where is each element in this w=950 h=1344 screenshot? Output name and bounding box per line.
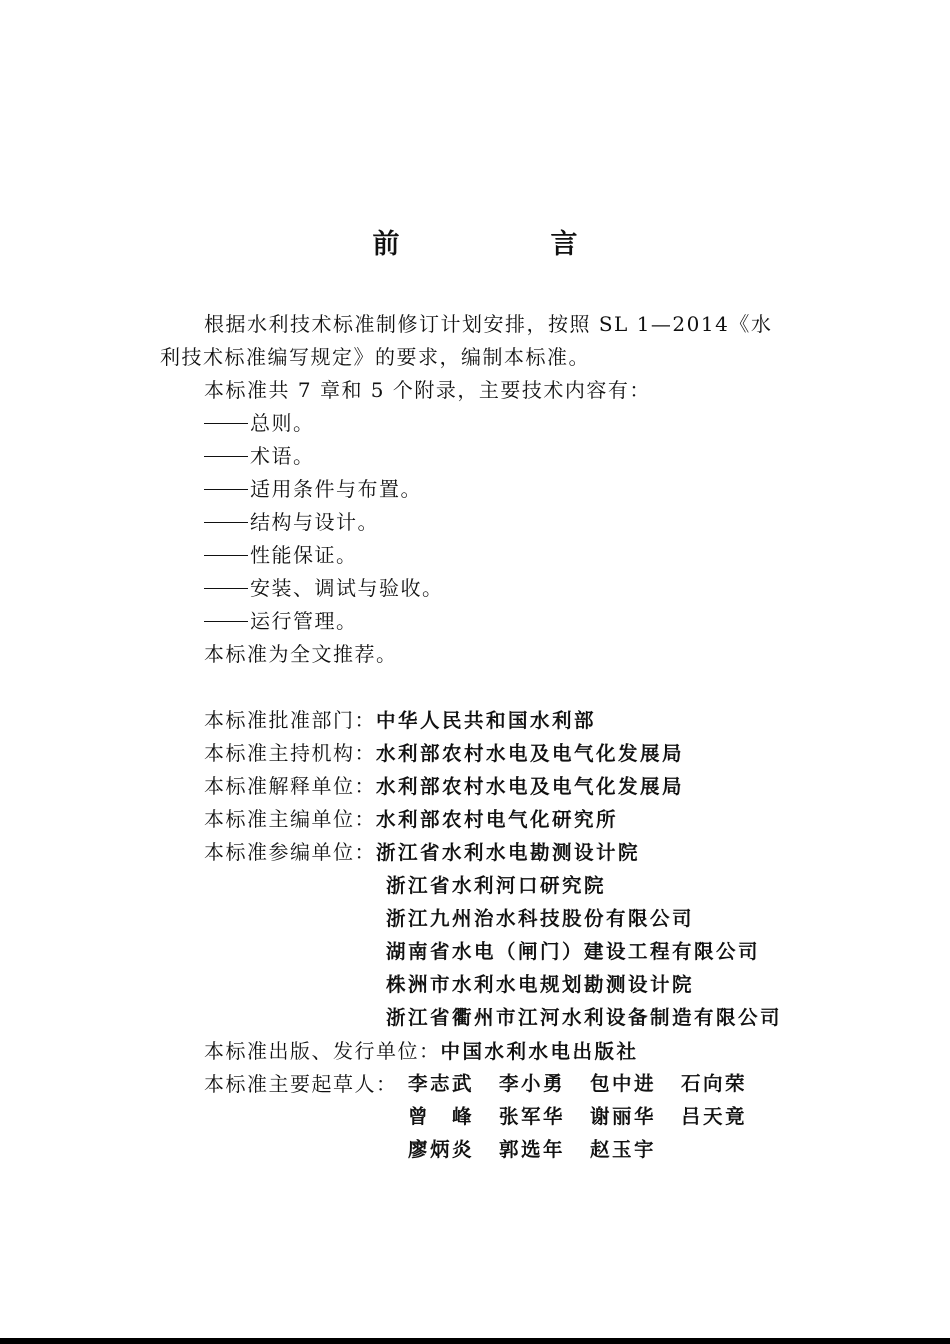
content-item: 术语。: [204, 444, 315, 468]
drafter-name: 谢丽华: [590, 1105, 657, 1128]
participating-unit: 浙江省衢州市江河水利设备制造有限公司: [386, 1006, 783, 1029]
approval-label: 本标准批准部门：: [204, 708, 376, 732]
content-item: 总则。: [204, 411, 315, 435]
dash-mark: [204, 522, 248, 523]
content-item: 安装、调试与验收。: [204, 576, 444, 600]
drafter-name: 石向荣: [681, 1072, 748, 1095]
approval-value: 中华人民共和国水利部: [376, 709, 597, 732]
host-value: 水利部农村水电及电气化发展局: [376, 742, 685, 765]
drafters-row: [408, 1105, 772, 1129]
content-item: 结构与设计。: [204, 510, 379, 534]
bottom-edge-rule: [0, 1338, 950, 1344]
publisher-row: [204, 1039, 639, 1064]
dash-mark: [204, 555, 248, 556]
content-item: 性能保证。: [204, 543, 358, 567]
dash-mark: [204, 621, 248, 622]
participating-unit: 浙江省水利水电勘测设计院: [376, 841, 641, 864]
host-label: 本标准主持机构：: [204, 741, 376, 765]
interpret-value: 水利部农村水电及电气化发展局: [376, 775, 685, 798]
dash-mark: [204, 489, 248, 490]
drafter-name: 包中进: [590, 1072, 657, 1095]
publisher-label: 本标准出版、发行单位：: [204, 1039, 441, 1063]
participating-unit: 株洲市水利水电规划勘测设计院: [386, 973, 695, 996]
intro-paragraph-line-1: 根据水利技术标准制修订计划安排，按照 SL 1—2014《水: [204, 312, 773, 336]
approval-row: [204, 708, 596, 733]
dash-mark: [204, 588, 248, 589]
drafters-row: [408, 1138, 681, 1162]
content-item: 运行管理。: [204, 609, 358, 633]
chief-value: 水利部农村电气化研究所: [376, 808, 619, 831]
chief-label: 本标准主编单位：: [204, 807, 376, 831]
drafter-name: 赵玉宇: [590, 1138, 657, 1161]
chief-row: [204, 807, 618, 832]
drafter-name: 张军华: [499, 1105, 566, 1128]
drafter-name: 李志武: [408, 1072, 475, 1095]
drafter-name: 李小勇: [499, 1072, 566, 1095]
interpret-label: 本标准解释单位：: [204, 774, 376, 798]
drafter-name: 吕天竟: [681, 1105, 748, 1128]
content-item: 适用条件与布置。: [204, 477, 422, 501]
drafter-name: 廖炳炎: [408, 1138, 475, 1161]
drafter-name: 郭选年: [499, 1138, 566, 1161]
drafter-name: 曾 峰: [408, 1105, 475, 1128]
interpret-row: [204, 774, 684, 799]
participating-unit: 湖南省水电（闸门）建设工程有限公司: [386, 940, 761, 963]
drafters-row: [408, 1072, 772, 1096]
page-title: 前 言: [372, 229, 640, 260]
participating-label: 本标准参编单位：: [204, 840, 376, 864]
recommendation-note: 本标准为全文推荐。: [204, 642, 398, 666]
dash-mark: [204, 456, 248, 457]
participating-unit: 浙江九州治水科技股份有限公司: [386, 907, 695, 930]
host-row: [204, 741, 684, 766]
dash-mark: [204, 423, 248, 424]
participating-row: [204, 840, 640, 865]
publisher-value: 中国水利水电出版社: [440, 1040, 639, 1063]
intro-paragraph-line-2: 利技术标准编写规定》的要求，编制本标准。: [160, 345, 590, 369]
drafters-label: 本标准主要起草人：: [204, 1072, 398, 1096]
contents-intro: 本标准共 7 章和 5 个附录，主要技术内容有：: [204, 378, 651, 402]
participating-unit: 浙江省水利河口研究院: [386, 874, 607, 897]
